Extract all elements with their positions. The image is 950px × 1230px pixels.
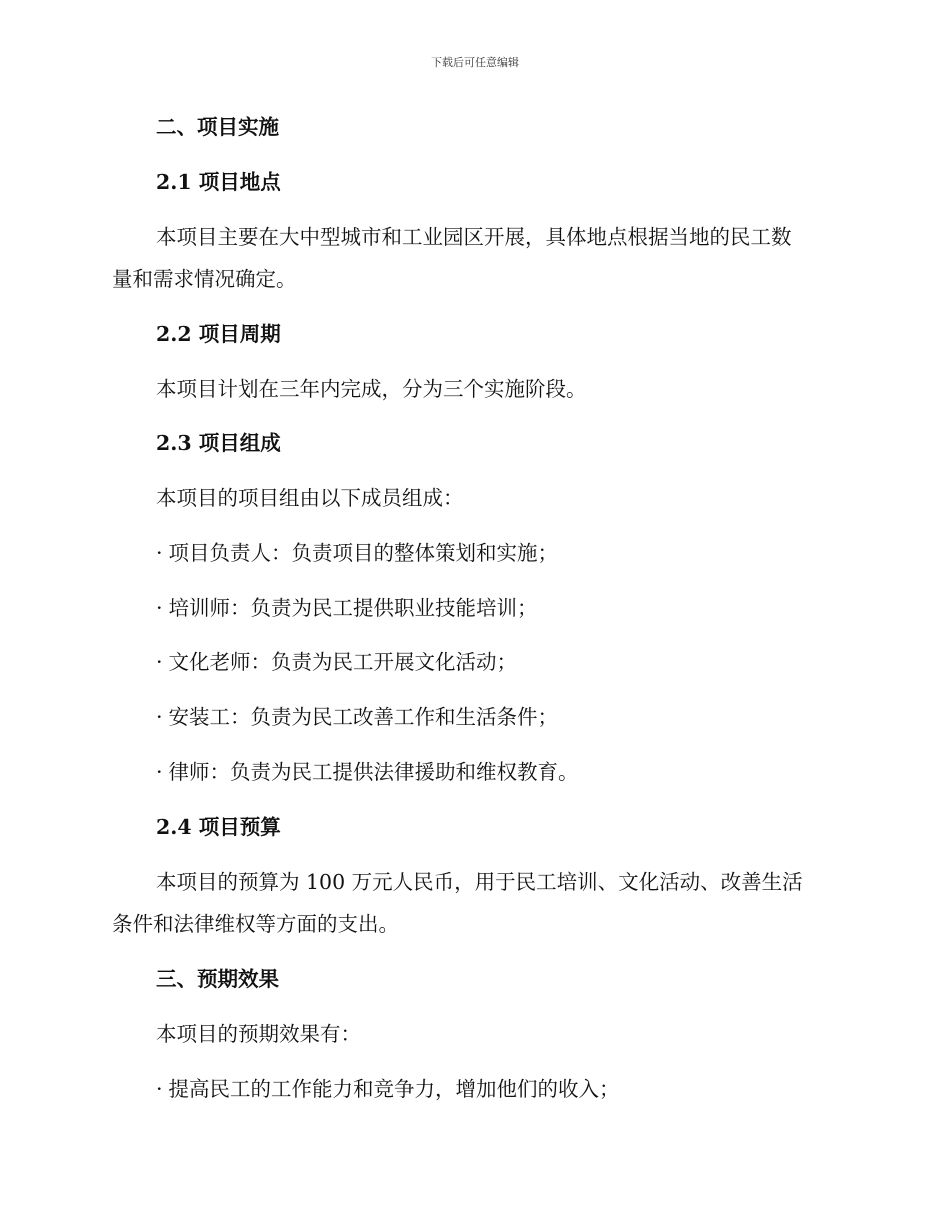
bullet-icon: · [156,650,163,674]
bullet-icon: · [156,596,163,620]
section-heading-2: 二、项目实施 [156,115,279,139]
list-item-text: 文化老师：负责为民工开展文化活动； [168,650,518,674]
list-item [156,758,579,786]
list-item-text: 项目负责人：负责项目的整体策划和实施； [168,541,559,565]
subsection-heading-2-4: 2.4 项目预算 [156,815,281,839]
subsection-heading-2-3: 2.3 项目组成 [156,431,281,455]
list-item [156,648,517,676]
paragraph-2-4-line-1: 本项目的预算为 100 万元人民币，用于民工培训、文化活动、改善生活 [156,870,803,894]
list-item [156,539,558,567]
paragraph-2-1-line-1: 本项目主要在大中型城市和工业园区开展，具体地点根据当地的民工数 [156,225,792,249]
paragraph-2-1-line-2: 量和需求情况确定。 [112,267,297,291]
paragraph-2-3: 本项目的项目组由以下成员组成： [156,486,464,510]
page-header-note: 下载后可任意编辑 [431,56,519,69]
list-item [156,1075,620,1103]
paragraph-2-4-line-2: 条件和法律维权等方面的支出。 [112,912,399,936]
paragraph-2-2: 本项目计划在三年内完成，分为三个实施阶段。 [156,377,587,401]
bullet-icon: · [156,760,163,784]
bullet-icon: · [156,1077,163,1101]
subsection-heading-2-1: 2.1 项目地点 [156,170,281,194]
list-item [156,594,538,622]
list-item-text: 律师：负责为民工提供法律援助和维权教育。 [168,760,579,784]
list-item [156,703,558,731]
section-heading-3: 三、预期效果 [156,967,279,991]
bullet-icon: · [156,705,163,729]
paragraph-3: 本项目的预期效果有： [156,1022,361,1046]
subsection-heading-2-2: 2.2 项目周期 [156,322,281,346]
list-item-text: 提高民工的工作能力和竞争力，增加他们的收入； [168,1077,620,1101]
list-item-text: 安装工：负责为民工改善工作和生活条件； [168,705,559,729]
bullet-icon: · [156,541,163,565]
list-item-text: 培训师：负责为民工提供职业技能培训； [168,596,538,620]
